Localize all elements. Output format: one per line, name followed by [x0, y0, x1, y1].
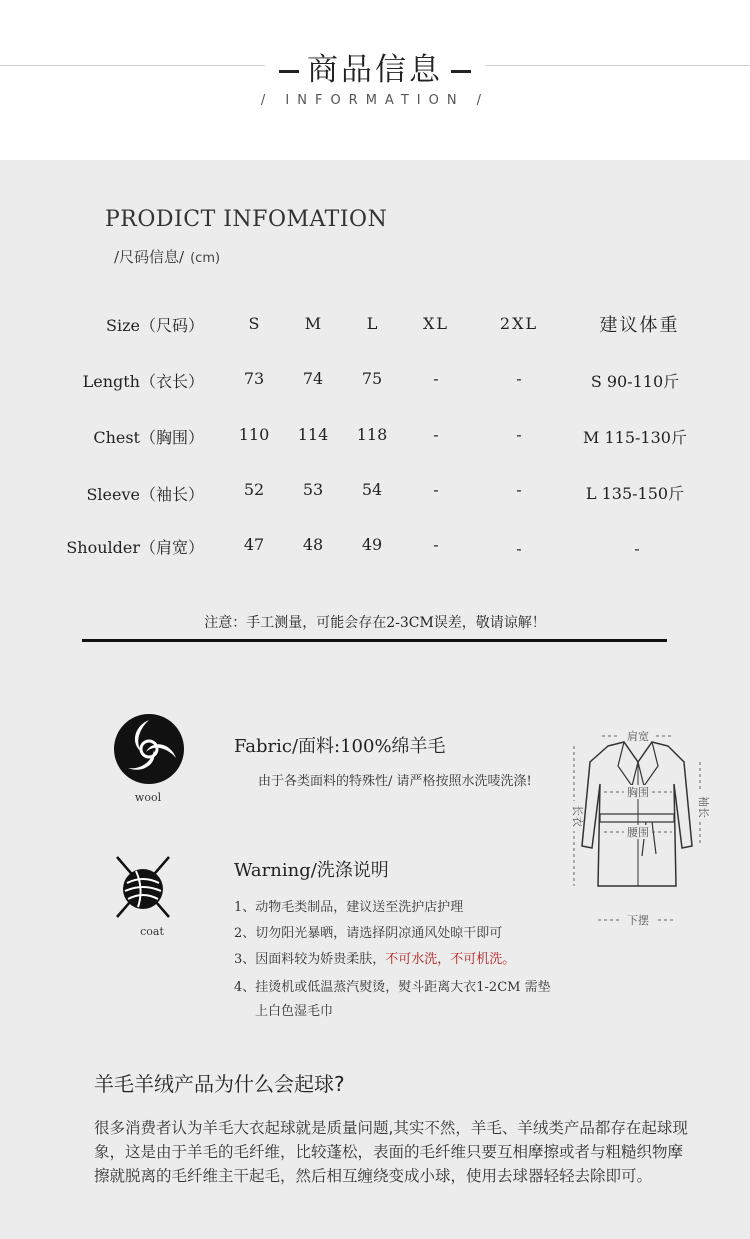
- table-cell: 54: [361, 480, 383, 499]
- pilling-answer-text: 很多消费者认为羊毛大衣起球就是质量问题,其实不然，羊毛、羊绒类产品都存在起球现象，这是由于羊毛的毛纤维，比较蓬松，表面的毛纤维只要互相摩擦或者与粗糙织物摩擦就脱离的毛纤维主干起毛，然后相互缠绕变成小球，使用去球器轻轻去除即可。: [94, 1119, 688, 1185]
- weight-m: M 115-130斤: [583, 428, 687, 447]
- table-cell: -: [516, 369, 522, 388]
- page-title: 商品信息: [307, 52, 443, 88]
- size-col-l: L: [366, 314, 378, 333]
- table-cell: 49: [361, 535, 383, 554]
- fabric-description: 由于各类面料的特殊性/ 请严格按照水洗唛洗涤!: [258, 774, 532, 789]
- table-cell: -: [516, 480, 522, 499]
- table-cell: -: [433, 480, 439, 499]
- weight-header: 建议体重: [599, 315, 680, 336]
- table-cell: 75: [361, 369, 383, 388]
- header-dash-left: [279, 70, 299, 73]
- table-cell: 52: [243, 480, 265, 499]
- unit-label: (cm): [190, 251, 221, 266]
- warning-item-1: 1、动物毛类制品，建议送至洗护店护理: [234, 900, 464, 915]
- size-col-m: M: [304, 314, 322, 333]
- size-header-label: Size（尺码）: [106, 316, 204, 335]
- warning-item-3-text: 3、因面料较为娇贵柔肤，: [234, 952, 386, 967]
- coat-icon-label: coat: [140, 925, 164, 938]
- table-cell: 73: [243, 369, 265, 388]
- diagram-sleeve-label: 袖长: [697, 796, 710, 818]
- warning-item-2: 2、切勿阳光暴晒，请选择阴凉通风处晾干即可: [234, 926, 503, 941]
- table-cell: 114: [297, 425, 329, 444]
- row-label-shoulder: Shoulder（肩宽）: [66, 538, 204, 557]
- diagram-length-label: 长衣: [571, 805, 584, 827]
- pilling-question-title: 羊毛羊绒产品为什么会起球?: [94, 1072, 345, 1096]
- fabric-title: Fabric/面料:100%绵羊毛: [234, 736, 446, 757]
- table-cell: 74: [302, 369, 324, 388]
- table-cell: 53: [302, 480, 324, 499]
- size-col-s: S: [248, 314, 260, 333]
- table-cell: 48: [302, 535, 324, 554]
- table-cell: -: [516, 425, 522, 444]
- page-subtitle: / INFORMATION /: [260, 93, 490, 108]
- product-info-title: PRODICT INFOMATION: [105, 207, 388, 232]
- size-col-2xl: 2XL: [499, 314, 539, 333]
- measurement-note: 注意：手工测量，可能会存在2-3CM误差，敬请谅解！: [204, 615, 546, 631]
- row-label-length: Length（衣长）: [82, 372, 204, 391]
- weight-s: S 90-110斤: [590, 372, 680, 391]
- product-info-subtitle: [114, 246, 220, 267]
- table-cell: 47: [243, 535, 265, 554]
- section-header: [0, 44, 750, 89]
- wool-icon: [112, 712, 186, 786]
- coat-measurement-diagram: [562, 726, 712, 932]
- warning-item-3-emphasis: 不可水洗，不可机洗。: [385, 952, 516, 967]
- weight-l: L 135-150斤: [585, 484, 685, 503]
- row-label-chest: Chest（胸围）: [93, 428, 204, 447]
- size-col-xl: XL: [422, 314, 449, 333]
- table-cell: 118: [356, 425, 388, 444]
- wool-icon-label: wool: [134, 791, 162, 804]
- header-dash-right: [451, 70, 471, 73]
- warning-title: Warning/洗涤说明: [234, 860, 389, 881]
- table-cell: -: [516, 539, 522, 558]
- warning-item-3: [234, 948, 515, 967]
- diagram-hem-label: 下摆: [627, 914, 649, 927]
- warning-item-4: 4、挂烫机或低温蒸汽熨烫，熨斗距离大衣1-2CM 需垫: [234, 980, 551, 995]
- diagram-waist-label: 腰围: [627, 826, 649, 839]
- row-label-sleeve: Sleeve（袖长）: [86, 485, 204, 504]
- table-cell: 110: [238, 425, 270, 444]
- section-divider: [82, 639, 667, 642]
- diagram-chest-label: 胸围: [627, 786, 649, 799]
- weight-empty: -: [634, 539, 640, 558]
- diagram-shoulder-label: 肩宽: [627, 730, 649, 743]
- yarn-ball-icon: [114, 855, 172, 925]
- warning-item-4-cont: 上白色湿毛巾: [255, 1004, 334, 1019]
- size-info-label: /尺码信息/: [114, 248, 185, 266]
- table-cell: -: [433, 535, 439, 554]
- table-cell: -: [433, 369, 439, 388]
- table-cell: -: [433, 425, 439, 444]
